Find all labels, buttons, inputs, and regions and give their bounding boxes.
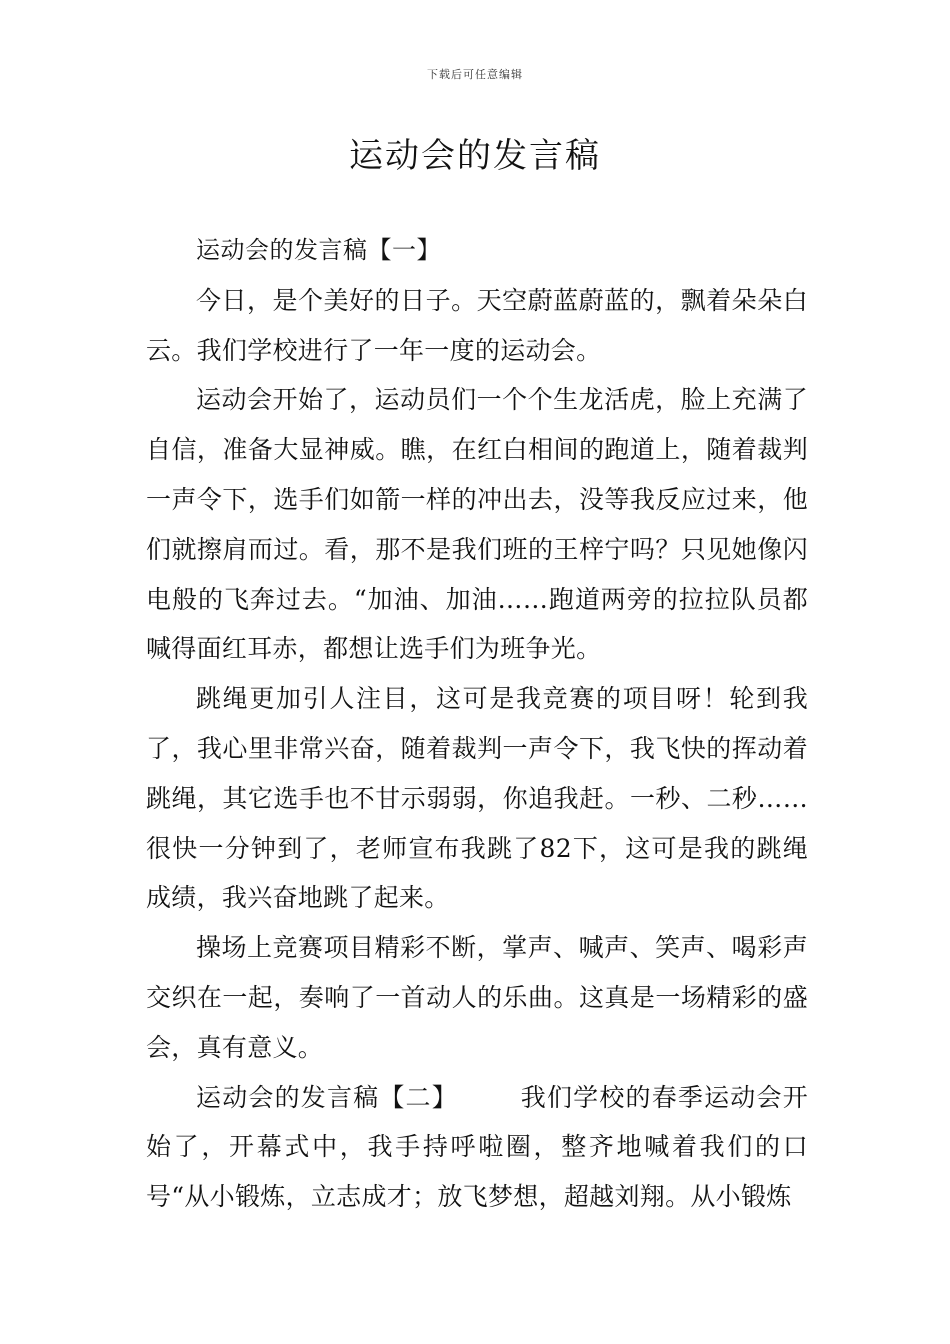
paragraph: 操场上竞赛项目精彩不断，掌声、喊声、笑声、喝彩声交织在一起，奏响了一首动人的乐曲。这真是一场精彩的盛会，真有意义。 bbox=[146, 933, 808, 1062]
paragraph: 今日，是个美好的日子。天空蔚蓝蔚蓝的，飘着朵朵白云。我们学校进行了一年一度的运动会。 bbox=[146, 285, 808, 365]
section-heading-1: 运动会的发言稿【一】 bbox=[196, 236, 441, 264]
section-heading-2: 运动会的发言稿【二】 bbox=[196, 1082, 458, 1112]
paragraph-text: 我们学校的春季运动会开始了，开幕式中，我手持呼啦圈，整齐地喊着我们的口号“从小锻炼，立志成才；放飞梦想，超越刘翔。从小锻炼 bbox=[146, 1082, 808, 1212]
paragraph: 运动会开始了，运动员们一个个生龙活虎，脸上充满了自信，准备大显神威。瞧，在红白相间的跑道上，随着裁判一声令下，选手们如箭一样的冲出去，没等我反应过来，他们就擦肩而过。看，那不是我们班的王梓宁吗？只见她像闪电般的飞奔过去。“加油、加油……跑道两旁的拉拉队员都喊得面红耳赤，都想让选手们为班争光。 bbox=[146, 385, 808, 664]
paragraph: 跳绳更加引人注目，这可是我竞赛的项目呀！轮到我了，我心里非常兴奋，随着裁判一声令下，我飞快的挥动着跳绳，其它选手也不甘示弱弱，你追我赶。一秒、二秒……很快一分钟到了，老师宣布我跳了82下，这可是我的跳绳成绩，我兴奋地跳了起来。 bbox=[146, 684, 808, 913]
header-note: 下载后可任意编辑 bbox=[427, 68, 523, 81]
document-title: 运动会的发言稿 bbox=[349, 136, 601, 176]
paragraph-section-2 bbox=[146, 1073, 808, 1222]
document-body bbox=[146, 226, 808, 1222]
